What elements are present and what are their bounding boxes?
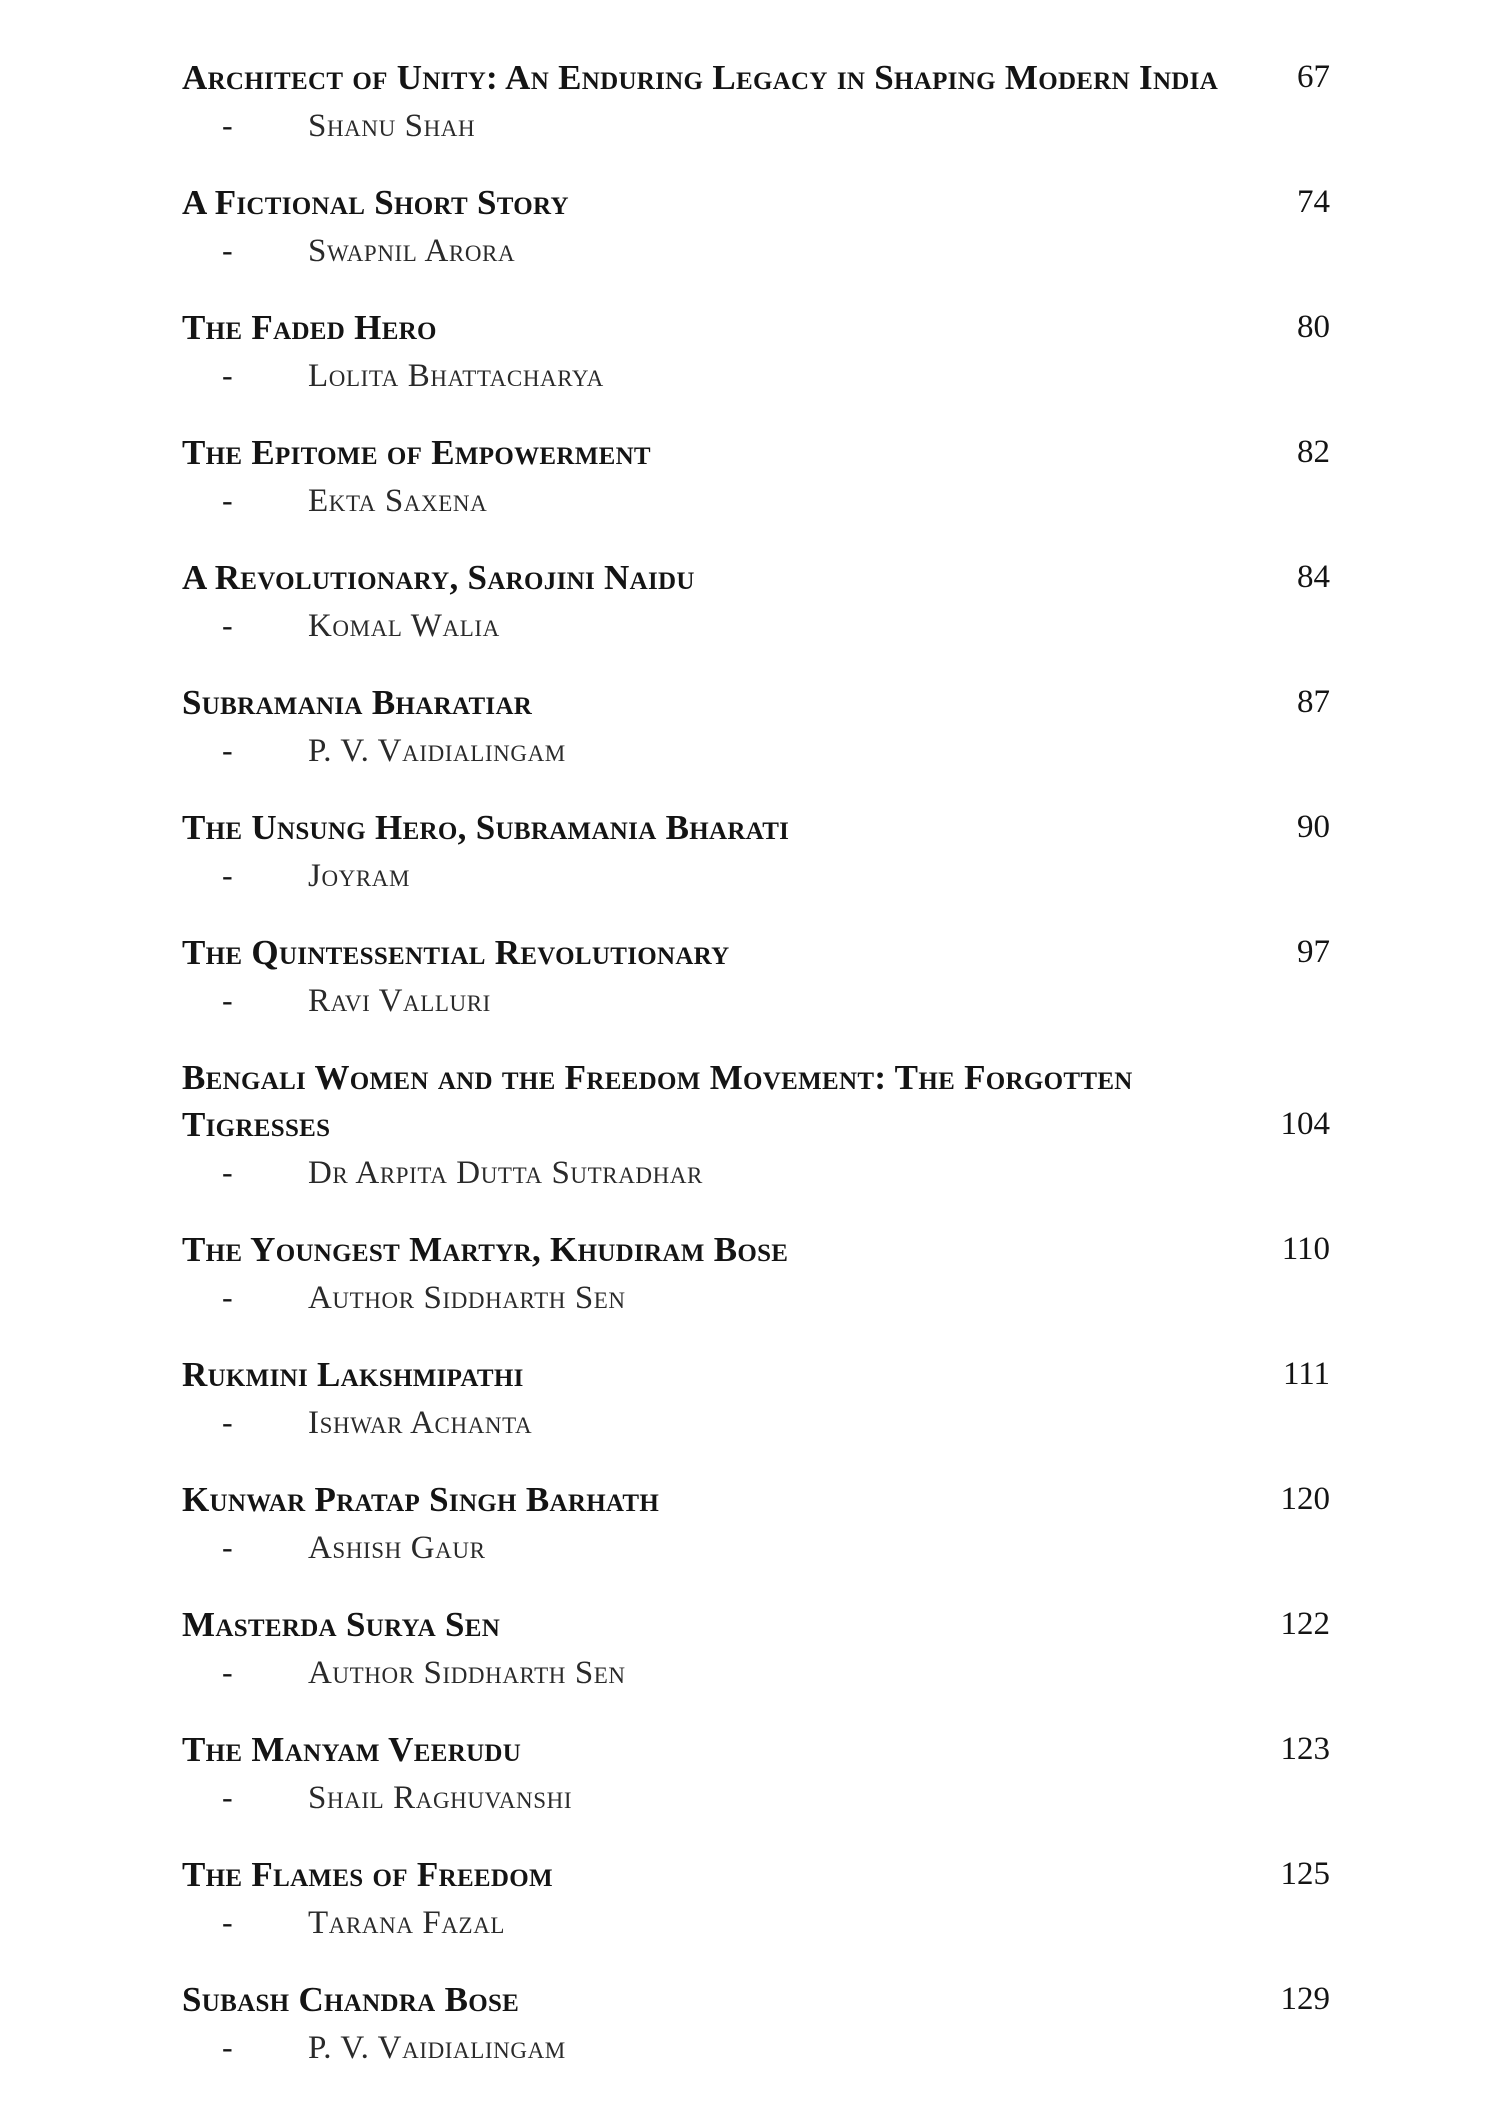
- entry-title: The Manyam Veerudu: [182, 1730, 522, 1769]
- toc-entry: [182, 1601, 1330, 1696]
- entry-title: Kunwar Pratap Singh Barhath: [182, 1480, 660, 1519]
- entry-page-number: 104: [1280, 1106, 1330, 1142]
- entry-author-row: [182, 726, 1330, 774]
- entry-title-row: [182, 804, 1330, 851]
- entry-page-number: 87: [1297, 684, 1330, 720]
- entry-title-row: [182, 304, 1330, 351]
- toc-entry: [182, 679, 1330, 774]
- entry-page-number: 120: [1280, 1481, 1330, 1517]
- entry-page-number: 84: [1297, 559, 1330, 595]
- entry-title: Rukmini Lakshmipathi: [182, 1355, 524, 1394]
- entry-title: The Epitome of Empowerment: [182, 433, 651, 472]
- entry-page-number: 80: [1297, 309, 1330, 345]
- entry-title-row: [182, 1726, 1330, 1773]
- entry-author-row: [182, 351, 1330, 399]
- entry-title: Architect of Unity: An Enduring Legacy in Shaping Modern India: [182, 58, 1219, 97]
- author-dash: -: [222, 1154, 233, 1190]
- entry-author: Ravi Valluri: [308, 983, 491, 1019]
- entry-title: The Flames of Freedom: [182, 1855, 553, 1894]
- entry-author: Shanu Shah: [308, 108, 476, 144]
- toc-entry: [182, 929, 1330, 1024]
- entry-page-number: 111: [1282, 1356, 1330, 1392]
- entry-author-row: [182, 976, 1330, 1024]
- entry-author-row: [182, 101, 1330, 149]
- author-dash: -: [222, 2029, 233, 2065]
- entry-title: A Revolutionary, Sarojini Naidu: [182, 558, 695, 597]
- entry-title-row: [182, 1476, 1330, 1523]
- entry-title: The Youngest Martyr, Khudiram Bose: [182, 1230, 789, 1269]
- author-dash: -: [222, 107, 233, 143]
- entry-page-number: 67: [1297, 59, 1330, 95]
- toc-entry: [182, 179, 1330, 274]
- entry-title-row: [182, 429, 1330, 476]
- entry-title: The Quintessential Revolutionary: [182, 933, 730, 972]
- author-dash: -: [222, 1904, 233, 1940]
- entry-page-number: 123: [1280, 1731, 1330, 1767]
- entry-author-row: [182, 1898, 1330, 1946]
- entry-title: A Fictional Short Story: [182, 183, 569, 222]
- entry-author: P. V. Vaidialingam: [308, 2030, 566, 2066]
- entry-page-number: 90: [1297, 809, 1330, 845]
- entry-author-row: [182, 1648, 1330, 1696]
- author-dash: -: [222, 1279, 233, 1315]
- author-dash: -: [222, 1404, 233, 1440]
- toc-entry: [182, 1351, 1330, 1446]
- author-dash: -: [222, 1779, 233, 1815]
- toc-entry: [182, 304, 1330, 399]
- entry-title-row: [182, 54, 1330, 101]
- entry-title: The Faded Hero: [182, 308, 437, 347]
- entry-author-row: [182, 2023, 1330, 2071]
- table-of-contents: [182, 54, 1330, 2101]
- entry-page-number: 74: [1297, 184, 1330, 220]
- entry-author-row: [182, 1398, 1330, 1446]
- entry-author: Shail Raghuvanshi: [308, 1780, 573, 1816]
- entry-author: P. V. Vaidialingam: [308, 733, 566, 769]
- author-dash: -: [222, 857, 233, 893]
- entry-page-number: 125: [1280, 1856, 1330, 1892]
- entry-page-number: 82: [1297, 434, 1330, 470]
- entry-author: Author Siddharth Sen: [308, 1280, 626, 1316]
- entry-title: Subash Chandra Bose: [182, 1980, 520, 2019]
- entry-title-row: [182, 1601, 1330, 1648]
- entry-author: Lolita Bhattacharya: [308, 358, 604, 394]
- entry-author-row: [182, 476, 1330, 524]
- entry-author: Komal Walia: [308, 608, 500, 644]
- entry-title: The Unsung Hero, Subramania Bharati: [182, 808, 790, 847]
- entry-title-row: [182, 1226, 1330, 1273]
- entry-page-number: 110: [1281, 1231, 1330, 1267]
- toc-entry: [182, 804, 1330, 899]
- author-dash: -: [222, 357, 233, 393]
- author-dash: -: [222, 1529, 233, 1565]
- toc-entry: [182, 554, 1330, 649]
- entry-title-row: [182, 1054, 1330, 1148]
- toc-entry: [182, 1726, 1330, 1821]
- toc-entry: [182, 1476, 1330, 1571]
- entry-author-row: [182, 226, 1330, 274]
- author-dash: -: [222, 232, 233, 268]
- entry-author-row: [182, 1523, 1330, 1571]
- entry-author: Ashish Gaur: [308, 1530, 486, 1566]
- author-dash: -: [222, 607, 233, 643]
- author-dash: -: [222, 482, 233, 518]
- entry-title: Subramania Bharatiar: [182, 683, 533, 722]
- entry-page-number: 97: [1297, 934, 1330, 970]
- entry-title-row: [182, 1351, 1330, 1398]
- author-dash: -: [222, 982, 233, 1018]
- toc-entry: [182, 54, 1330, 149]
- entry-author-row: [182, 1773, 1330, 1821]
- entry-author: Ekta Saxena: [308, 483, 488, 519]
- author-dash: -: [222, 1654, 233, 1690]
- toc-entry: [182, 1226, 1330, 1321]
- entry-author: Tarana Fazal: [308, 1905, 506, 1941]
- entry-title: Bengali Women and the Freedom Movement: The Forgotten Tigresses: [182, 1058, 1133, 1144]
- entry-title-row: [182, 1851, 1330, 1898]
- entry-author: Swapnil Arora: [308, 233, 516, 269]
- toc-entry: [182, 1851, 1330, 1946]
- entry-author: Joyram: [308, 858, 411, 894]
- entry-author: Ishwar Achanta: [308, 1405, 533, 1441]
- entry-title-row: [182, 679, 1330, 726]
- toc-entry: [182, 1976, 1330, 2071]
- toc-entry: [182, 429, 1330, 524]
- toc-entry: [182, 1054, 1330, 1196]
- entry-page-number: 122: [1280, 1606, 1330, 1642]
- entry-author: Dr Arpita Dutta Sutradhar: [308, 1155, 703, 1191]
- entry-page-number: 129: [1280, 1981, 1330, 2017]
- entry-title-row: [182, 929, 1330, 976]
- entry-title-row: [182, 554, 1330, 601]
- author-dash: -: [222, 732, 233, 768]
- entry-title-row: [182, 179, 1330, 226]
- entry-author-row: [182, 851, 1330, 899]
- entry-author: Author Siddharth Sen: [308, 1655, 626, 1691]
- entry-author-row: [182, 1273, 1330, 1321]
- entry-title: Masterda Surya Sen: [182, 1605, 501, 1644]
- entry-author-row: [182, 1148, 1330, 1196]
- entry-author-row: [182, 601, 1330, 649]
